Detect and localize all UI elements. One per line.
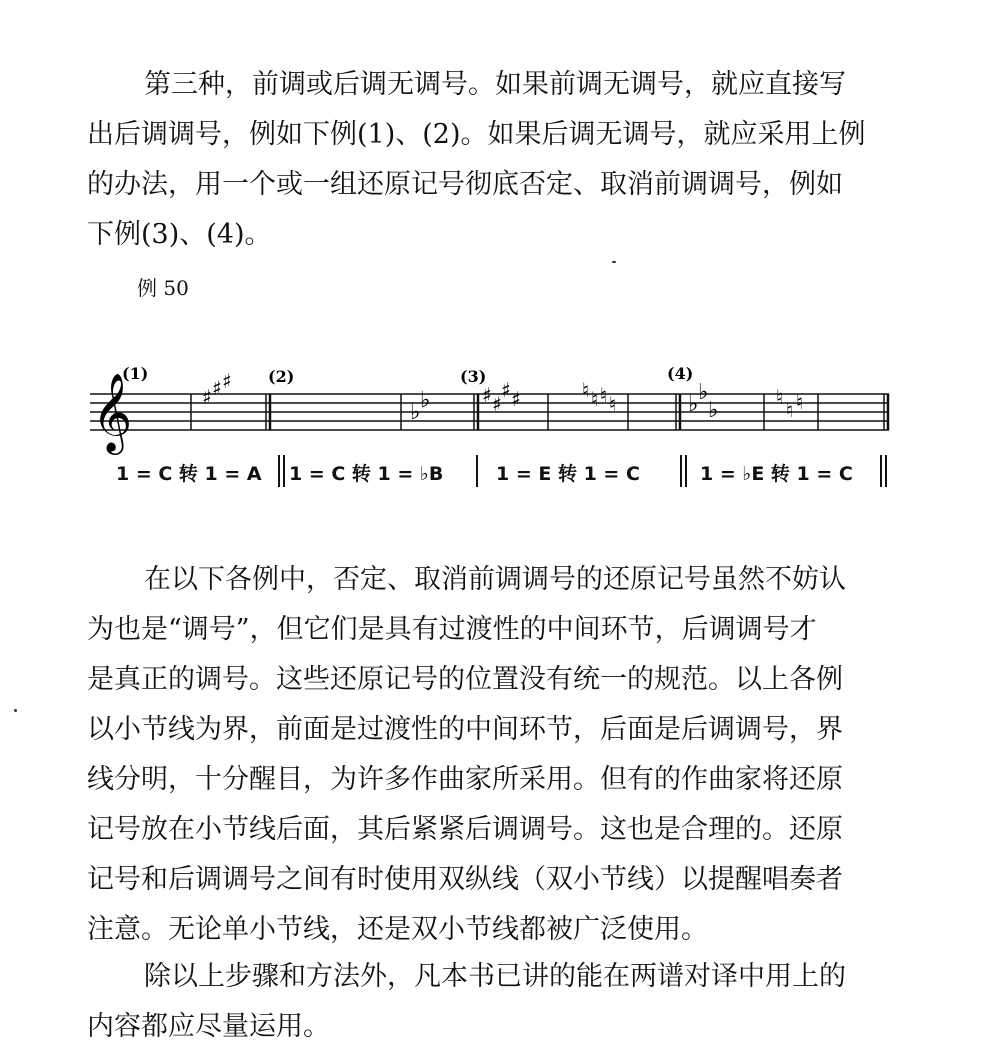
svg-text:♯: ♯ <box>212 376 222 400</box>
svg-text:♮: ♮ <box>776 385 784 409</box>
music-staff-example <box>88 355 894 452</box>
flat-icon-group <box>688 380 718 423</box>
scan-speck <box>14 709 17 712</box>
paragraph-1 <box>87 60 897 260</box>
paragraph-2-line: 为也是“调号”，但它们是具有过渡性的中间环节，后调调号才 <box>87 614 817 645</box>
key-change-label: 1 = E 转 1 = C <box>496 463 640 485</box>
svg-text:♮: ♮ <box>786 398 794 422</box>
svg-text:♭: ♭ <box>420 388 431 413</box>
paragraph-2-line: 记号和后调调号之间有时使用双纵线（双小节线）以提醒唱奏者 <box>87 864 843 895</box>
svg-text:♭: ♭ <box>688 392 699 417</box>
example-marker: (2) <box>268 367 295 386</box>
example-marker: (3) <box>460 367 487 386</box>
key-change-label: 1 = C 转 1 = A <box>116 463 262 485</box>
svg-text:♯: ♯ <box>501 378 511 402</box>
paragraph-2-line: 是真正的调号。这些还原记号的位置没有统一的规范。以上各例 <box>87 664 843 695</box>
svg-text:♯: ♯ <box>202 385 212 409</box>
key-change-label: 1 = ♭E 转 1 = C <box>700 463 853 485</box>
svg-text:♮: ♮ <box>591 387 599 411</box>
example-label: 例 50 <box>137 276 189 300</box>
key-change-label: 1 = C 转 1 = ♭B <box>289 463 444 485</box>
paragraph-3-line: 内容都应尽量运用。 <box>87 1011 330 1042</box>
paragraph-2-line: 注意。无论单小节线，还是双小节线都被广泛使用。 <box>87 914 708 945</box>
paragraph-2-line: 记号放在小节线后面，其后紧紧后调调号。这也是合理的。还原 <box>87 814 843 845</box>
paragraph-2-line: 在以下各例中，否定、取消前调调号的还原记号虽然不妨认 <box>144 564 846 595</box>
paragraph-1-line: 第三种，前调或后调无调号。如果前调无调号，就应直接写 <box>144 69 846 100</box>
double-barline-separator <box>278 455 285 487</box>
paragraph-1-line: 的办法，用一个或一组还原记号彻底否定、取消前调调号，例如 <box>87 169 843 200</box>
svg-text:♭: ♭ <box>708 398 719 423</box>
paragraph-1-line: 出后调调号，例如下例(1)、(2)。如果后调无调号，就应采用上例 <box>87 119 866 150</box>
svg-text:♮: ♮ <box>796 390 804 414</box>
paragraph-2-line: 以小节线为界，前面是过渡性的中间环节，后面是后调调号，界 <box>87 714 843 745</box>
paragraph-3 <box>87 952 897 1052</box>
svg-text:♮: ♮ <box>609 392 617 416</box>
natural-icon-group <box>582 378 616 416</box>
scan-speck <box>612 261 616 263</box>
barline-separator <box>476 455 478 487</box>
sharp-icon-group <box>482 378 521 416</box>
paragraph-2 <box>87 555 897 955</box>
paragraph-3-line: 除以上步骤和方法外，凡本书已讲的能在两谱对译中用上的 <box>144 961 846 992</box>
paragraph-1-line: 下例(3)、(4)。 <box>87 219 272 250</box>
double-barline-separator <box>880 455 887 487</box>
svg-text:♮: ♮ <box>582 378 590 402</box>
treble-clef-icon: 𝄞 <box>92 373 133 452</box>
svg-text:♯: ♯ <box>222 369 232 393</box>
example-marker: (4) <box>667 364 694 383</box>
svg-text:♮: ♮ <box>600 383 608 407</box>
natural-icon-group <box>776 385 803 422</box>
double-barline-separator <box>680 455 687 487</box>
svg-text:♯: ♯ <box>482 383 492 407</box>
svg-text:♭: ♭ <box>410 400 421 425</box>
svg-text:♭: ♭ <box>698 380 709 405</box>
svg-text:♯: ♯ <box>511 387 521 411</box>
paragraph-2-line: 线分明，十分醒目，为许多作曲家所采用。但有的作曲家将还原 <box>87 764 843 795</box>
example-marker: (1) <box>122 364 149 383</box>
svg-text:♯: ♯ <box>492 392 502 416</box>
